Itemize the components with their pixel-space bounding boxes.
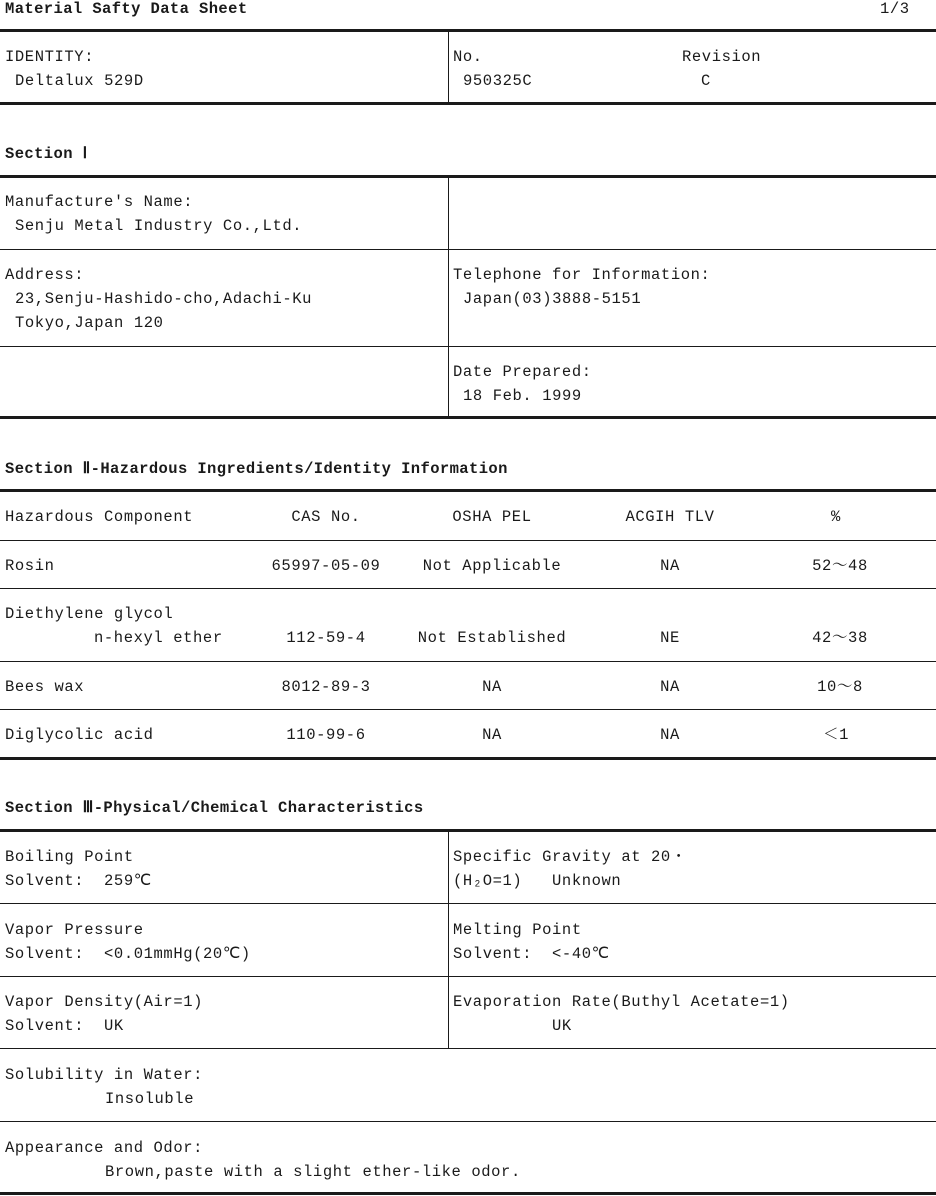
appearance-value: Brown,paste with a slight ether-like odor. xyxy=(105,1163,521,1181)
component-name: Bees wax xyxy=(5,678,85,696)
boiling-point-label: Boiling Point xyxy=(5,848,134,866)
divider xyxy=(0,540,936,541)
divider xyxy=(0,249,936,250)
percent: 10～8 xyxy=(817,678,863,696)
cas-number: 112-59-4 xyxy=(286,629,366,647)
vapor-pressure-value: Solvent: <0.01mmHg(20℃) xyxy=(5,945,251,963)
column-header: % xyxy=(831,508,841,526)
solubility-value: Insoluble xyxy=(105,1090,195,1108)
page-number: 1/3 xyxy=(880,0,910,18)
divider xyxy=(0,661,936,662)
divider xyxy=(0,416,936,419)
divider xyxy=(0,709,936,710)
divider xyxy=(0,1048,936,1049)
appearance-label: Appearance and Odor: xyxy=(5,1139,204,1157)
boiling-point-value: Solvent: 259℃ xyxy=(5,872,152,890)
acgih-tlv: NA xyxy=(660,557,680,575)
divider xyxy=(0,102,936,105)
divider xyxy=(0,346,936,347)
percent: 42～38 xyxy=(812,629,868,647)
specific-gravity-label: Specific Gravity at 20・ xyxy=(453,848,687,866)
osha-pel: NA xyxy=(482,678,502,696)
divider xyxy=(448,178,449,417)
divider xyxy=(0,976,936,977)
solubility-label: Solubility in Water: xyxy=(5,1066,204,1084)
osha-pel: Not Established xyxy=(417,629,567,647)
osha-pel: NA xyxy=(482,726,502,744)
evaporation-rate-value: UK xyxy=(552,1017,572,1035)
section-1-title: Section Ⅰ xyxy=(5,145,88,163)
revision-label: Revision xyxy=(682,48,762,66)
telephone-value: Japan(03)3888-5151 xyxy=(463,290,642,308)
evaporation-rate-label: Evaporation Rate(Buthyl Acetate=1) xyxy=(453,993,790,1011)
divider xyxy=(0,588,936,589)
date-prepared-label: Date Prepared: xyxy=(453,363,592,381)
telephone-label: Telephone for Information: xyxy=(453,266,711,284)
manufacturer-label: Manufacture's Name: xyxy=(5,193,194,211)
manufacturer-value: Senju Metal Industry Co.,Ltd. xyxy=(15,217,303,235)
component-name: Diglycolic acid xyxy=(5,726,154,744)
specific-gravity-value: (H₂O=1) Unknown xyxy=(453,872,622,890)
column-header: ACGIH TLV xyxy=(625,508,715,526)
divider xyxy=(0,489,936,492)
number-label: No. xyxy=(453,48,483,66)
divider xyxy=(448,32,449,103)
divider xyxy=(448,832,449,1049)
identity-value: Deltalux 529D xyxy=(15,72,144,90)
divider xyxy=(0,903,936,904)
osha-pel: Not Applicable xyxy=(422,557,562,575)
date-prepared-value: 18 Feb. 1999 xyxy=(463,387,582,405)
column-header: Hazardous Component xyxy=(5,508,194,526)
component-name: Rosin xyxy=(5,557,55,575)
cas-number: 65997-05-09 xyxy=(271,557,381,575)
divider xyxy=(0,1121,936,1122)
melting-point-value: Solvent: <-40℃ xyxy=(453,945,610,963)
divider xyxy=(0,1192,936,1195)
percent: 52～48 xyxy=(812,557,868,575)
component-name-continued: n-hexyl ether xyxy=(94,629,223,647)
column-header: CAS No. xyxy=(291,508,361,526)
percent: ＜1 xyxy=(822,726,849,744)
cas-number: 110-99-6 xyxy=(286,726,366,744)
address-line-2: Tokyo,Japan 120 xyxy=(15,314,164,332)
identity-label: IDENTITY: xyxy=(5,48,95,66)
column-header: OSHA PEL xyxy=(452,508,532,526)
number-value: 950325C xyxy=(463,72,533,90)
divider xyxy=(0,829,936,832)
revision-value: C xyxy=(701,72,711,90)
divider xyxy=(0,175,936,178)
document-title: Material Safty Data Sheet xyxy=(5,0,248,18)
melting-point-label: Melting Point xyxy=(453,921,582,939)
vapor-pressure-label: Vapor Pressure xyxy=(5,921,144,939)
vapor-density-label: Vapor Density(Air=1) xyxy=(5,993,204,1011)
acgih-tlv: NA xyxy=(660,678,680,696)
cas-number: 8012-89-3 xyxy=(281,678,371,696)
vapor-density-value: Solvent: UK xyxy=(5,1017,124,1035)
address-label: Address: xyxy=(5,266,85,284)
section-3-title: Section Ⅲ-Physical/Chemical Characteristics xyxy=(5,799,424,817)
acgih-tlv: NE xyxy=(660,629,680,647)
acgih-tlv: NA xyxy=(660,726,680,744)
component-name: Diethylene glycol xyxy=(5,605,174,623)
address-line-1: 23,Senju-Hashido-cho,Adachi-Ku xyxy=(15,290,313,308)
section-2-title: Section Ⅱ-Hazardous Ingredients/Identity Information xyxy=(5,460,508,478)
divider xyxy=(0,29,936,32)
divider xyxy=(0,757,936,760)
